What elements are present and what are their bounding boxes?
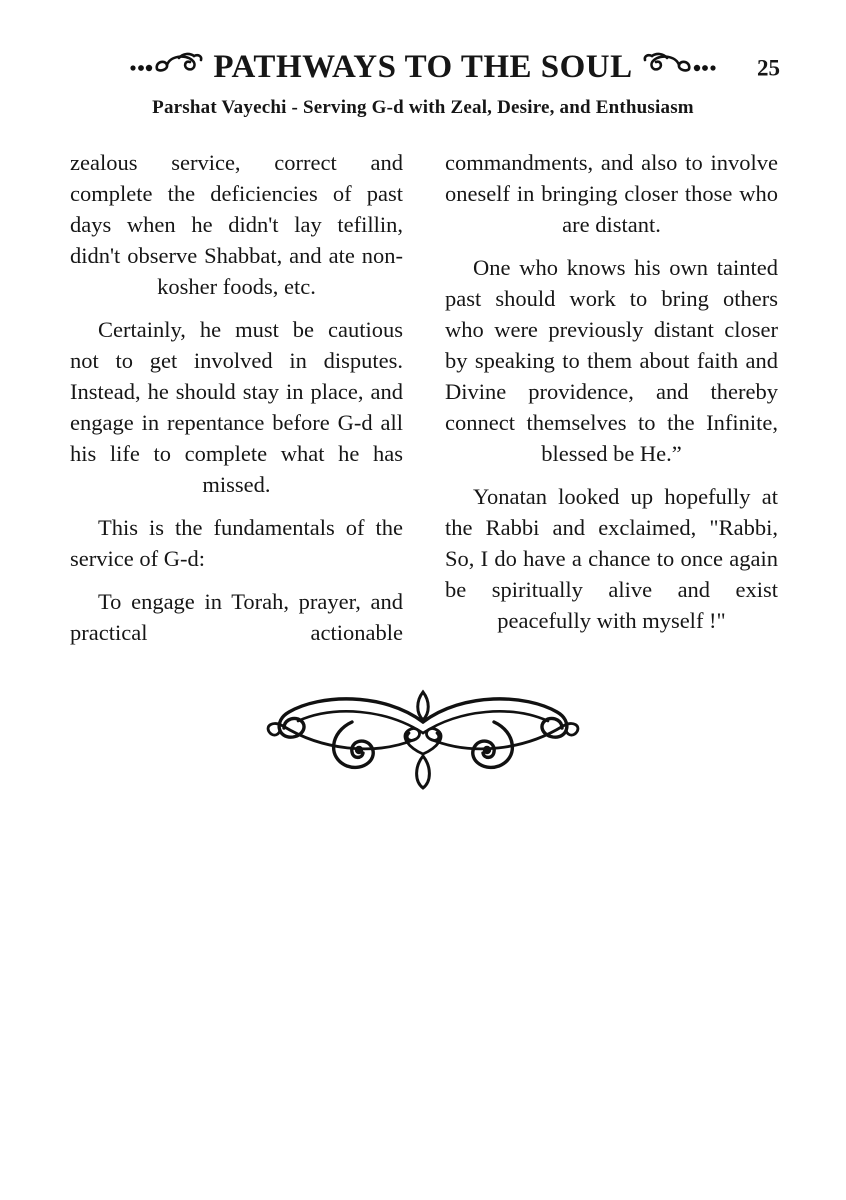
right-column (445, 147, 778, 648)
paragraph: zealous service, correct and complete the deficiencies of past days when he didn't lay tefillin, didn't observe Shabbat, and ate non-kosher foods, etc. (70, 150, 403, 299)
page-number: 25 (757, 55, 780, 81)
left-column (70, 147, 403, 648)
page-header (0, 0, 846, 119)
page-title: PATHWAYS TO THE SOUL (213, 48, 633, 85)
paragraph: To engage in Torah, prayer, and practical actionable (70, 589, 403, 645)
calligraphic-flourish-icon (258, 688, 588, 797)
paragraph: Yonatan looked up hopefully at the Rabbi and exclaimed, "Rabbi, So, I do have a chance to once again be spiritually alive and exist peacefully with myself !" (445, 484, 778, 633)
section-divider (0, 688, 846, 797)
page-subtitle: Parshat Vayechi - Serving G-d with Zeal, Desire, and Enthusiasm (152, 97, 694, 118)
paragraph: One who knows his own tainted past should work to bring others who were previously distant closer by speaking to them about faith and Divine providence, and thereby connect themselves to the Infinite, blessed be He.” (445, 255, 778, 466)
body-columns (0, 147, 846, 648)
title-row (0, 46, 846, 88)
paragraph: commandments, and also to involve oneself in bringing closer those who are distant. (445, 150, 778, 237)
paragraph: Certainly, he must be cautious not to get involved in disputes. Instead, he should stay in place, and engage in repentance before G-d all his life to complete what he has missed. (70, 317, 403, 497)
header-scroll-right-icon (641, 50, 719, 85)
header-scroll-left-icon (127, 50, 205, 85)
paragraph: This is the fundamentals of the service of G-d: (70, 515, 403, 571)
